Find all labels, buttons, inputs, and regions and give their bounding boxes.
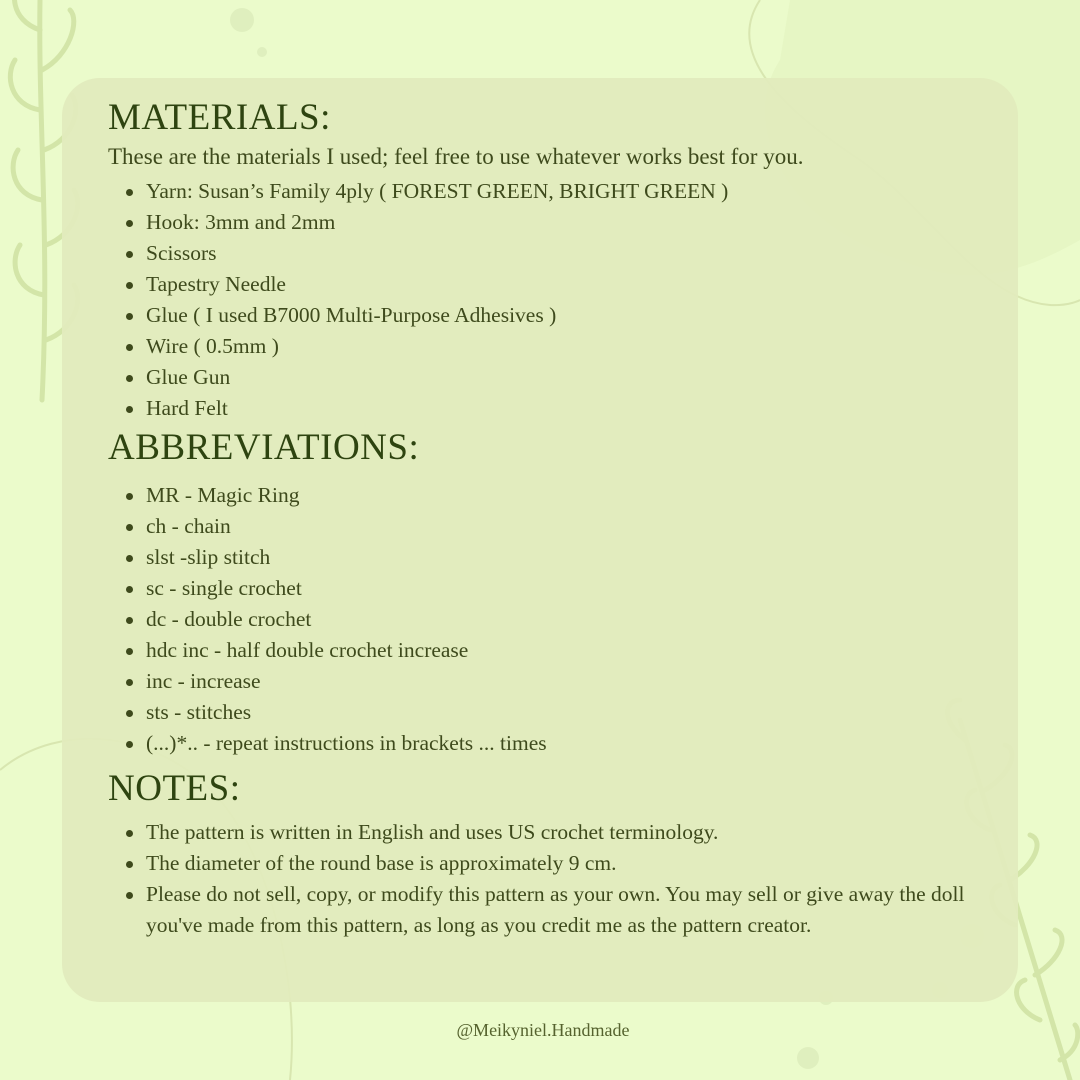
materials-intro: These are the materials I used; feel free to use whatever works best for you. [108,144,804,169]
bullet-icon [126,406,133,413]
bullet-icon [126,189,133,196]
notes-list [108,817,988,941]
bullet-icon [126,741,133,748]
materials-list [108,176,988,424]
list-item-text: sc - single crochet [146,576,302,600]
list-item-text: dc - double crochet [146,607,312,631]
list-item-text: Tapestry Needle [146,272,286,296]
bullet-icon [126,586,133,593]
abbreviations-heading: ABBREVIATIONS: [108,427,420,468]
bullet-icon [126,648,133,655]
list-item-text: The diameter of the round base is approximately 9 cm. [146,851,617,875]
list-item-text: hdc inc - half double crochet increase [146,638,469,662]
bullet-icon [126,861,133,868]
list-item [108,207,988,238]
bullet-icon [126,375,133,382]
bullet-icon [126,313,133,320]
bullet-icon [126,830,133,837]
bullet-icon [126,892,133,899]
bg-dot [797,1047,819,1069]
list-item-text: ch - chain [146,514,231,538]
pattern-info [108,96,988,941]
list-item-text: Glue Gun [146,365,231,389]
list-item [108,300,988,331]
list-item [108,879,988,941]
list-item [108,728,988,759]
bullet-icon [126,344,133,351]
bg-dot [257,47,267,57]
list-item [108,269,988,300]
notes-section [108,767,988,941]
list-item [108,817,988,848]
abbreviations-list [108,480,988,759]
list-item [108,573,988,604]
list-item-text: (...)*.. - repeat instructions in brackets ... times [146,731,547,755]
list-item [108,635,988,666]
list-item-text: Hard Felt [146,396,228,420]
list-item [108,511,988,542]
footer-handle: @Meikyniel.Handmade [456,1020,630,1040]
bullet-icon [126,555,133,562]
list-item-text: MR - Magic Ring [146,483,300,507]
list-item-text: The pattern is written in English and uses US crochet terminology. [146,820,719,844]
list-item-text: Hook: 3mm and 2mm [146,210,336,234]
list-item-text: Please do not sell, copy, or modify this pattern as your own. You may sell or give away the doll you've made from this pattern, as long as you credit me as the pattern creator. [146,882,965,937]
list-item-text: Wire ( 0.5mm ) [146,334,279,358]
bullet-icon [126,710,133,717]
list-item [108,542,988,573]
list-item-text: sts - stitches [146,700,252,724]
bg-dot [230,8,254,32]
bullet-icon [126,220,133,227]
list-item [108,393,988,424]
list-item [108,176,988,207]
bullet-icon [126,251,133,258]
materials-section [108,96,988,424]
list-item-text: inc - increase [146,669,261,693]
bullet-icon [126,524,133,531]
bullet-icon [126,493,133,500]
list-item [108,331,988,362]
bullet-icon [126,679,133,686]
abbreviations-section [108,426,988,759]
materials-heading: MATERIALS: [108,97,331,138]
notes-heading: NOTES: [108,768,241,809]
list-item-text: Scissors [146,241,217,265]
list-item [108,848,988,879]
bullet-icon [126,282,133,289]
list-item-text: slst -slip stitch [146,545,271,569]
list-item [108,666,988,697]
list-item [108,362,988,393]
list-item [108,604,988,635]
list-item-text: Glue ( I used B7000 Multi-Purpose Adhesives ) [146,303,557,327]
list-item [108,238,988,269]
list-item [108,697,988,728]
list-item [108,480,988,511]
bullet-icon [126,617,133,624]
list-item-text: Yarn: Susan’s Family 4ply ( FOREST GREEN, BRIGHT GREEN ) [146,179,729,203]
